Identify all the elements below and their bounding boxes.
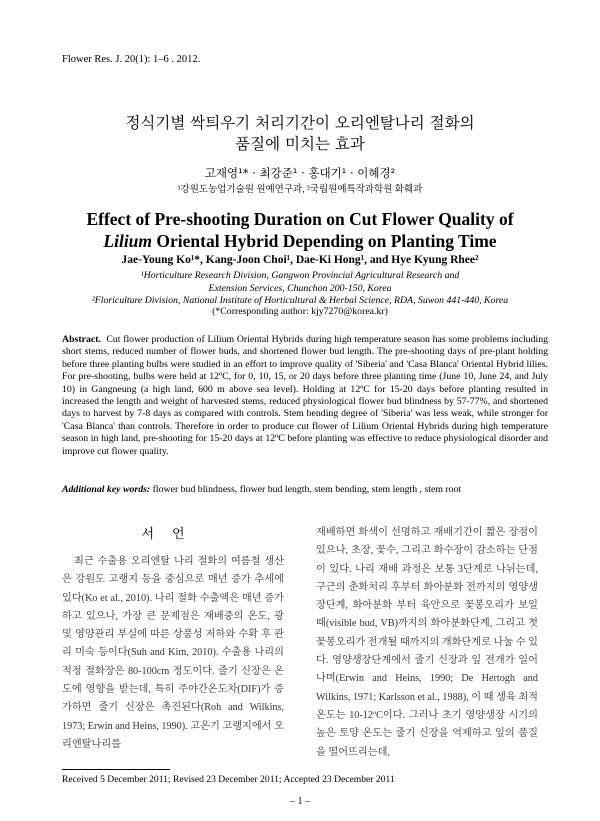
english-affiliation <box>60 270 540 308</box>
affiliation-line-1: ¹Horticulture Research Division, Gangwon Provincial Agricultural Research and <box>140 270 460 281</box>
korean-affiliation: ¹강원도농업기술원 원예연구과, ²국립원예특작과학원 화훼과 <box>177 185 423 195</box>
page-number: – 1 – <box>290 796 310 807</box>
abstract <box>62 334 548 458</box>
english-title-line-2 <box>0 230 600 252</box>
journal-citation: Flower Res. J. 20(1): 1–6 . 2012. <box>62 54 201 65</box>
korean-authors: 고재영¹* · 최강준¹ · 홍대기¹ · 이혜경² <box>204 166 396 180</box>
body-column-left: 최근 수출용 오리엔탈 나리 절화의 여름철 생산은 강원도 고랭지 등을 중심으로 매년 증가 추세에 있다(Ko et al., 2010). 나리 절화 수출액은 매년 증가하고 있으나, 가장 큰 문제점은 재배중의 온도, 광 및 영양관리 부실에 따른 상품성 저하와 수확 후 관리 미숙 등이다(Suh and Kim, 2010). 수출용 나리의 적정 절화장은 80-100cm 정도이다. 줄기 신장은 온도에 영향을 받는데, 특히 주야간온도차(DIF)가 증가하면 줄기 신장은 촉진된다(Roh and Wilkins, 1973; Erwin and Heins, 1990). 고온기 고랭지에서 오리엔탈나리를 <box>62 556 284 750</box>
affiliation-line-2: Extension Services, Chunchon 200-150, Korea <box>208 282 392 294</box>
korean-title-line-1: 정식기별 싹틔우기 처리기간이 오리엔탈나리 절화의 <box>125 114 475 132</box>
affiliation-line-3: ²Floriculture Division, National Institute of Horticultural & Herbal Science, RDA, Suwon 441-440, Korea <box>91 295 509 306</box>
received-dates: Received 5 December 2011; Revised 23 December 2011; Accepted 23 December 2011 <box>62 774 395 785</box>
corresponding-author: (*Corresponding author: kjy7270@korea.kr) <box>212 306 388 317</box>
korean-title-line-2: 품질에 미치는 효과 <box>235 135 365 153</box>
english-authors: Jae-Young Ko¹*, Kang-Joon Choi¹, Dae-Ki Hong¹, and Hye Kyung Rhee² <box>121 254 479 266</box>
keywords-label: Additional key words: <box>62 484 151 495</box>
footnote-rule <box>62 769 170 770</box>
section-heading: 서언 <box>141 527 203 542</box>
abstract-text: Cut flower production of Lilium Oriental Hybrids during high temperature season has some problems including short stems, reduced number of flower buds, and shortened flower bud length. The pre-shooting days of pre-plant holding before three planting bulbs were studied in an effort to improve quality of 'Siberia' and 'Casa Blanca' Oriental Hybrid lilies. For pre-shooting, bulbs were held at 12ºC, for 0, 10, 15, or 20 days before three planting time (June 10, June 24, and July 10) in Gangneung (a high land, 600 m above sea level). Holding at 12ºC for 15-20 days before planting resulted in increased the length and weight of harvested stems, reduced physiological flower bud blindness by 57-77%, and shortened days to harvest by 7-8 days as compared with controls. Stem bending degree of 'Siberia' was less weak, while stronger for 'Casa Blanca' than controls. Therefore in order to produce cut flower of Lilium Oriental Hybrids during high temperature season in high land, pre-shooting for 15-20 days at 12ºC before planting was effective to reduce physiological disorder and improve cut flower quality. <box>62 334 548 457</box>
genus-name: Lilium <box>103 231 153 251</box>
korean-title <box>0 113 600 155</box>
english-title <box>0 208 600 252</box>
abstract-label: Abstract. <box>62 334 101 345</box>
body-column-right: 재배하면 화색이 선명하고 재배기간이 짧은 장점이 있으나, 초장, 꽃수, 그리고 화수장이 감소하는 단점이 있다. 나리 재배 과정은 보통 3단계로 나뉘는데, 구근의 춘화처리 후부터 화아분화 전까지의 영양생장단계, 화아분화 부터 육안으로 꽃봉오리가 보일 때(visible bud, VB)까지의 화아분화단계, 그리고 첫 꽃봉오리가 전개될 때까지의 개화단계로 나눌 수 있다. 영양생장단계에서 줄기 신장과 잎 전개가 일어나며(Erwin and Heins, 1990; De Hertogh and Wilkins, 1971; Karlsson et al., 1988), 이 때 생육 최적 온도는 10-12ºC이다. 그러나 초기 영양생장 시기의 높은 토양 온도는 줄기 신장을 억제하고 잎의 품질을 떨어뜨리는데, <box>316 527 538 758</box>
english-title-line-2-rest: Oriental Hybrid Depending on Planting Time <box>152 231 497 251</box>
english-title-line-1: Effect of Pre-shooting Duration on Cut Flower Quality of <box>86 209 514 229</box>
keywords-text: flower bud blindness, flower bud length, stem bending, stem length , stem root <box>150 484 462 495</box>
keywords <box>62 484 548 495</box>
